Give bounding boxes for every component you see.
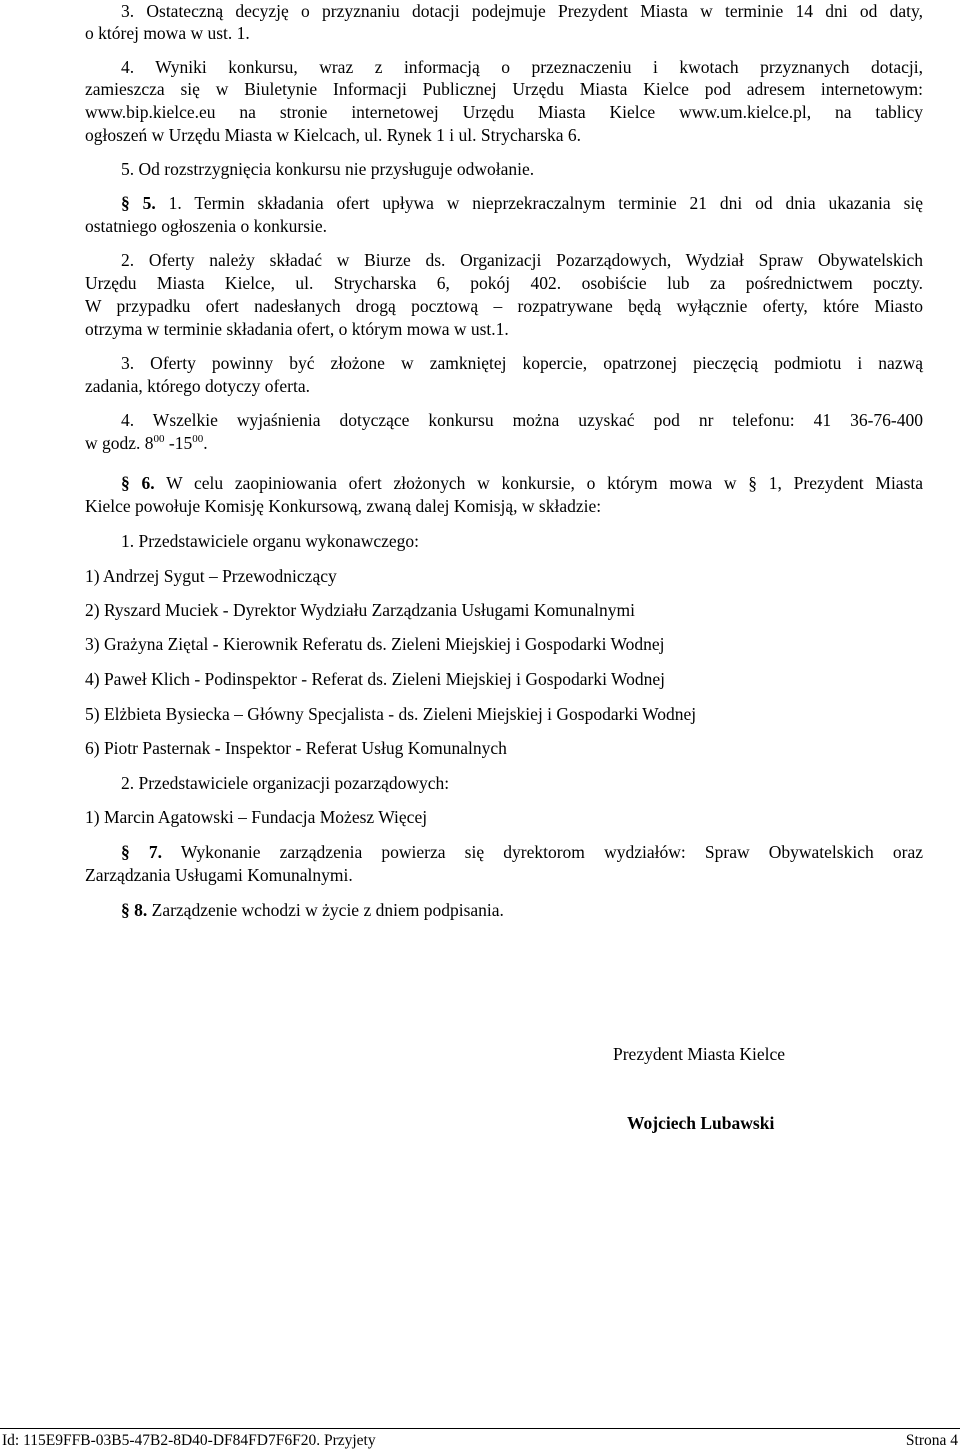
commission-member-5: 5) Elżbieta Bysiecka – Główny Specjalista - ds. Zieleni Miejskiej i Gospodarki Wodnej	[85, 704, 697, 724]
section-5-paragraph-4-line-2	[85, 432, 923, 455]
paragraph-3-4-line-4: ogłoszeń w Urzędu Miasta w Kielcach, ul. Rynek 1 i ul. Strycharska 6.	[85, 125, 581, 145]
section-5-paragraph-3-line-1: 3. Oferty powinny być złożone w zamkniętej kopercie, opatrzonej pieczęcią podmiotu i nazwą	[121, 353, 923, 373]
section-5-paragraph-1-text: 1. Termin składania ofert upływa w nieprzekraczalnym terminie 21 dni od dnia ukazania się	[168, 193, 924, 213]
section-8-text: Zarządzenie wchodzi w życie z dniem podpisania.	[151, 900, 504, 920]
section-8-line-1	[85, 899, 923, 922]
page-number: Strona 4	[905, 1432, 958, 1449]
section-5-paragraph-2-line-1: 2. Oferty należy składać w Biurze ds. Organizacji Pozarządowych, Wydział Spraw Obywatelskich	[121, 250, 923, 270]
signature-title: Prezydent Miasta Kielce	[613, 1044, 786, 1064]
paragraph-3-1-line-2: o której mowa w ust. 1.	[85, 23, 250, 43]
document-id: Id: 115E9FFB-03B5-47B2-8D40-DF84FD7F6F20. Przyjety	[2, 1432, 376, 1449]
paragraph-3-1-line-1: 3. Ostateczną decyzję o przyznaniu dotacji podejmuje Prezydent Miasta w terminie 14 dni od daty,	[121, 1, 923, 21]
section-5-number: § 5.	[121, 193, 156, 213]
section-7-text: Wykonanie zarządzenia powierza się dyrektorom wydziałów: Spraw Obywatelskich oraz	[180, 842, 924, 862]
office-hours-to: -15	[164, 433, 193, 453]
section-5-paragraph-1-line-2: ostatniego ogłoszenia o konkursie.	[85, 216, 328, 236]
commission-group-2-member-1: 1) Marcin Agatowski – Fundacja Możesz Więcej	[85, 807, 428, 827]
paragraph-3-4-line-1: 4. Wyniki konkursu, wraz z informacją o przeznaczeniu i kwotach przyznanych dotacji,	[121, 57, 923, 77]
commission-group-2-heading: 2. Przedstawiciele organizacji pozarządowych:	[121, 773, 450, 793]
office-hours-to-minutes: 00	[192, 433, 204, 446]
commission-member-2: 2) Ryszard Muciek - Dyrektor Wydziału Zarządzania Usługami Komunalnymi	[85, 600, 635, 620]
section-5-paragraph-3-line-2: zadania, którego dotyczy oferta.	[85, 376, 310, 396]
section-5-paragraph-2-line-4: otrzyma w terminie składania ofert, o którym mowa w ust.1.	[85, 319, 509, 339]
paragraph-3-4-line-3: www.bip.kielce.eu na stronie internetowej Urzędu Miasta Kielce www.um.kielce.pl, na tablicy	[85, 102, 923, 122]
office-hours-from-minutes: 00	[153, 433, 165, 446]
section-5-paragraph-4-line-1: 4. Wszelkie wyjaśnienia dotyczące konkursu można uzyskać pod nr telefonu: 41 36-76-400	[121, 410, 923, 430]
paragraph-3-5: 5. Od rozstrzygnięcia konkursu nie przysługuje odwołanie.	[121, 159, 535, 179]
section-6-line-2: Kielce powołuje Komisję Konkursową, zwaną dalej Komisją, w składzie:	[85, 496, 602, 516]
section-5-paragraph-2-line-3: W przypadku ofert nadesłanych drogą pocztową – rozpatrywane będą wyłącznie oferty, które Miasto	[85, 296, 923, 316]
commission-member-4: 4) Paweł Klich - Podinspektor - Referat ds. Zieleni Miejskiej i Gospodarki Wodnej	[85, 669, 666, 689]
section-7-line-2: Zarządzania Usługami Komunalnymi.	[85, 865, 353, 885]
section-6-number: § 6.	[121, 473, 155, 493]
commission-member-3: 3) Grażyna Ziętal - Kierownik Referatu ds. Zieleni Miejskiej i Gospodarki Wodnej	[85, 634, 665, 654]
section-6-line-1	[85, 472, 923, 495]
section-7-number: § 7.	[121, 842, 163, 862]
commission-group-1-heading: 1. Przedstawiciele organu wykonawczego:	[121, 531, 420, 551]
section-7-line-1	[85, 841, 923, 864]
paragraph-3-4-line-2: zamieszcza się w Biuletynie Informacji Publicznej Urzędu Miasta Kielce pod adresem internetowym:	[85, 79, 923, 99]
signature-name: Wojciech Lubawski	[627, 1113, 775, 1133]
section-6-text: W celu zaopiniowania ofert złożonych w konkursie, o którym mowa w § 1, Prezydent Miasta	[166, 473, 924, 493]
office-hours-period: .	[203, 433, 208, 453]
commission-member-6: 6) Piotr Pasternak - Inspektor - Referat Usług Komunalnych	[85, 738, 507, 758]
commission-member-1: 1) Andrzej Sygut – Przewodniczący	[85, 566, 337, 586]
page-footer	[0, 1428, 960, 1450]
section-8-number: § 8.	[121, 900, 148, 920]
office-hours-from: w godz. 8	[85, 433, 154, 453]
section-5-paragraph-1-line-1	[85, 192, 923, 215]
section-5-paragraph-2-line-2: Urzędu Miasta Kielce, ul. Strycharska 6, pokój 402. osobiście lub za pośrednictwem poczty.	[85, 273, 923, 293]
